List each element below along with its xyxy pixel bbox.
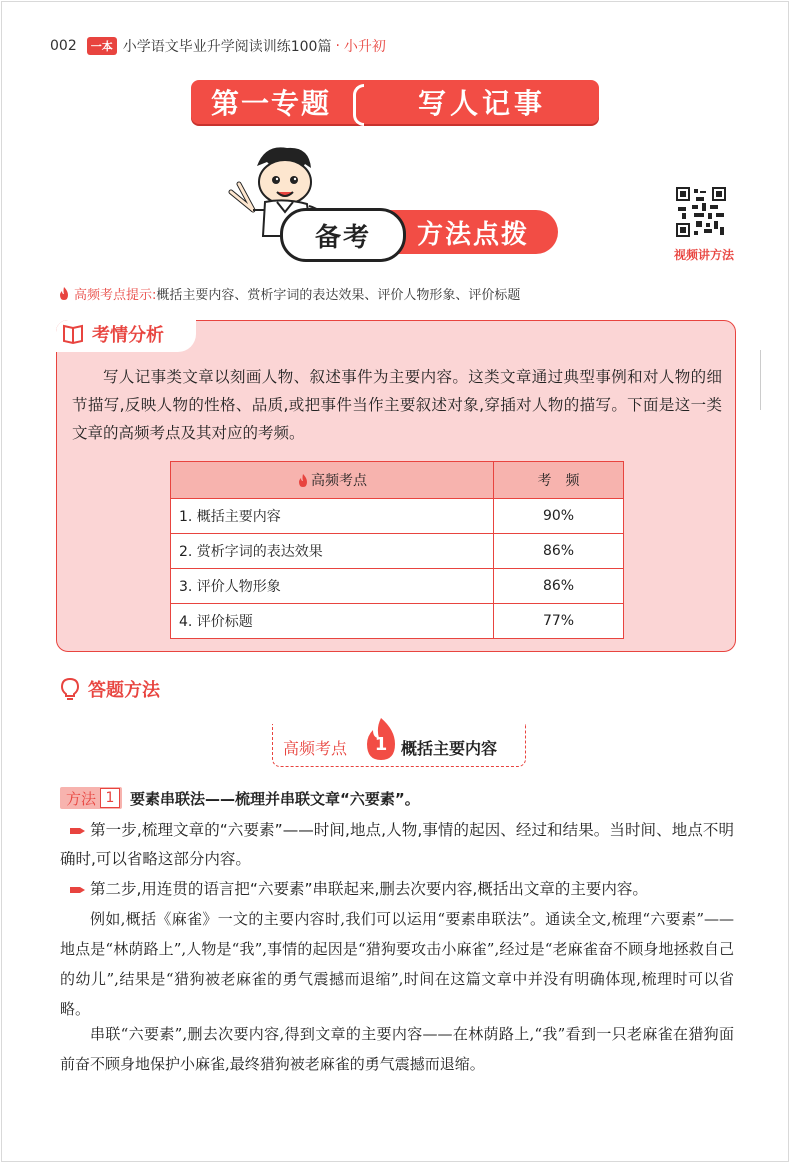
analysis-title: 考情分析 bbox=[92, 325, 164, 346]
topic-banner bbox=[191, 80, 599, 124]
step-two-text: 第二步,用连贯的语言把“六要素”串联起来,删去次要内容,概括出文章的主要内容。 bbox=[90, 880, 648, 898]
row-frequency: 77% bbox=[494, 604, 624, 639]
book-title: 小学语文毕业升学阅读训练100篇 bbox=[122, 39, 332, 55]
qr-code-icon[interactable] bbox=[676, 187, 726, 237]
qr-label: 视频讲方法 bbox=[673, 248, 734, 262]
header-point-label: 高频考点 bbox=[311, 473, 367, 489]
answer-method-title: 答题方法 bbox=[88, 680, 160, 701]
table-row bbox=[171, 604, 624, 639]
header-point bbox=[171, 462, 494, 499]
step-two bbox=[60, 875, 734, 904]
analysis-header bbox=[56, 317, 196, 351]
row-point: 3. 评价人物形象 bbox=[171, 569, 494, 604]
fire-icon bbox=[58, 287, 70, 301]
prep-badge-white bbox=[280, 208, 406, 262]
book-icon bbox=[62, 323, 84, 345]
prep-badge-prep: 备考 bbox=[314, 222, 371, 253]
example-paragraph-two: 串联“六要素”,删去次要内容,得到文章的主要内容——在林荫路上,“我”看到一只老麻雀在猎狗面前奋不顾身地保护小麻雀,最终猎狗被老麻雀的勇气震撼而退缩。 bbox=[60, 1025, 734, 1073]
method-tag-label: 方法 bbox=[66, 789, 97, 808]
step-one-text: 第一步,梳理文章的“六要素”——时间,地点,人物,事情的起因、经过和结果。当时间、地点不明确时,可以省略这部分内容。 bbox=[60, 821, 734, 868]
tip-text: 概括主要内容、赏析字词的表达效果、评价人物形象、评价标题 bbox=[156, 288, 521, 303]
fire-icon bbox=[297, 474, 309, 488]
pencil-arrow-icon bbox=[70, 826, 86, 836]
keypoint-number: 1 bbox=[374, 734, 388, 755]
table-row bbox=[171, 534, 624, 569]
banner-separator bbox=[351, 80, 365, 124]
pencil-arrow-icon bbox=[70, 885, 86, 895]
row-point: 4. 评价标题 bbox=[171, 604, 494, 639]
topic-number: 第一专题 bbox=[210, 87, 331, 120]
high-frequency-tip bbox=[58, 284, 520, 303]
row-frequency: 90% bbox=[494, 499, 624, 534]
analysis-paragraph: 写人记事类文章以刻画人物、叙述事件为主要内容。这类文章通过典型事例和对人物的细节描写,反映人物的性格、品质,或把事件当作主要叙述对象,穿插对人物的描写。下面是这一类文章的高频考点及其对应的考频。 bbox=[72, 368, 722, 442]
row-frequency: 86% bbox=[494, 569, 624, 604]
answer-method-header bbox=[60, 676, 160, 702]
row-frequency: 86% bbox=[494, 534, 624, 569]
table-header-row bbox=[171, 462, 624, 499]
method-tag-number: 1 bbox=[100, 788, 120, 808]
table-row bbox=[171, 569, 624, 604]
header-frequency: 考 频 bbox=[494, 462, 624, 499]
brand-logo: 一本 bbox=[87, 37, 117, 55]
row-point: 1. 概括主要内容 bbox=[171, 499, 494, 534]
page-number: 002 bbox=[50, 38, 77, 54]
frequency-table bbox=[170, 461, 624, 639]
method-tag bbox=[60, 787, 122, 809]
example-paragraph-one: 例如,概括《麻雀》一文的主要内容时,我们可以运用“要素串联法”。通读全文,梳理“六要素”——地点是“林荫路上”,人物是“我”,事情的起因是“猎狗要攻击小麻雀”,经过是“老麻雀奋不顾身地拯救自己的幼儿”,结果是“猎狗被老麻雀的勇气震撼而退缩”,时间在这篇文章中并没有明确体现,梳理时可以省略。 bbox=[60, 910, 734, 1018]
lightbulb-icon bbox=[60, 677, 80, 701]
table-row bbox=[171, 499, 624, 534]
margin-rule bbox=[760, 350, 761, 410]
method-line bbox=[60, 787, 420, 809]
prep-badge bbox=[280, 206, 560, 258]
row-point: 2. 赏析字词的表达效果 bbox=[171, 534, 494, 569]
prep-badge-method: 方法点拨 bbox=[416, 219, 529, 250]
keypoint-name: 概括主要内容 bbox=[401, 739, 498, 758]
series-name: 小升初 bbox=[343, 39, 386, 55]
method-description: 要素串联法——梳理并串联文章“六要素”。 bbox=[130, 789, 420, 808]
running-header bbox=[50, 36, 386, 56]
prep-badge-red bbox=[388, 210, 558, 254]
topic-title: 写人记事 bbox=[417, 87, 546, 120]
keypoint-label: 高频考点 bbox=[283, 739, 348, 758]
header-dot: · bbox=[335, 38, 340, 54]
step-one bbox=[60, 816, 734, 874]
tip-label: 高频考点提示: bbox=[74, 288, 157, 303]
keypoint-banner bbox=[272, 724, 526, 767]
